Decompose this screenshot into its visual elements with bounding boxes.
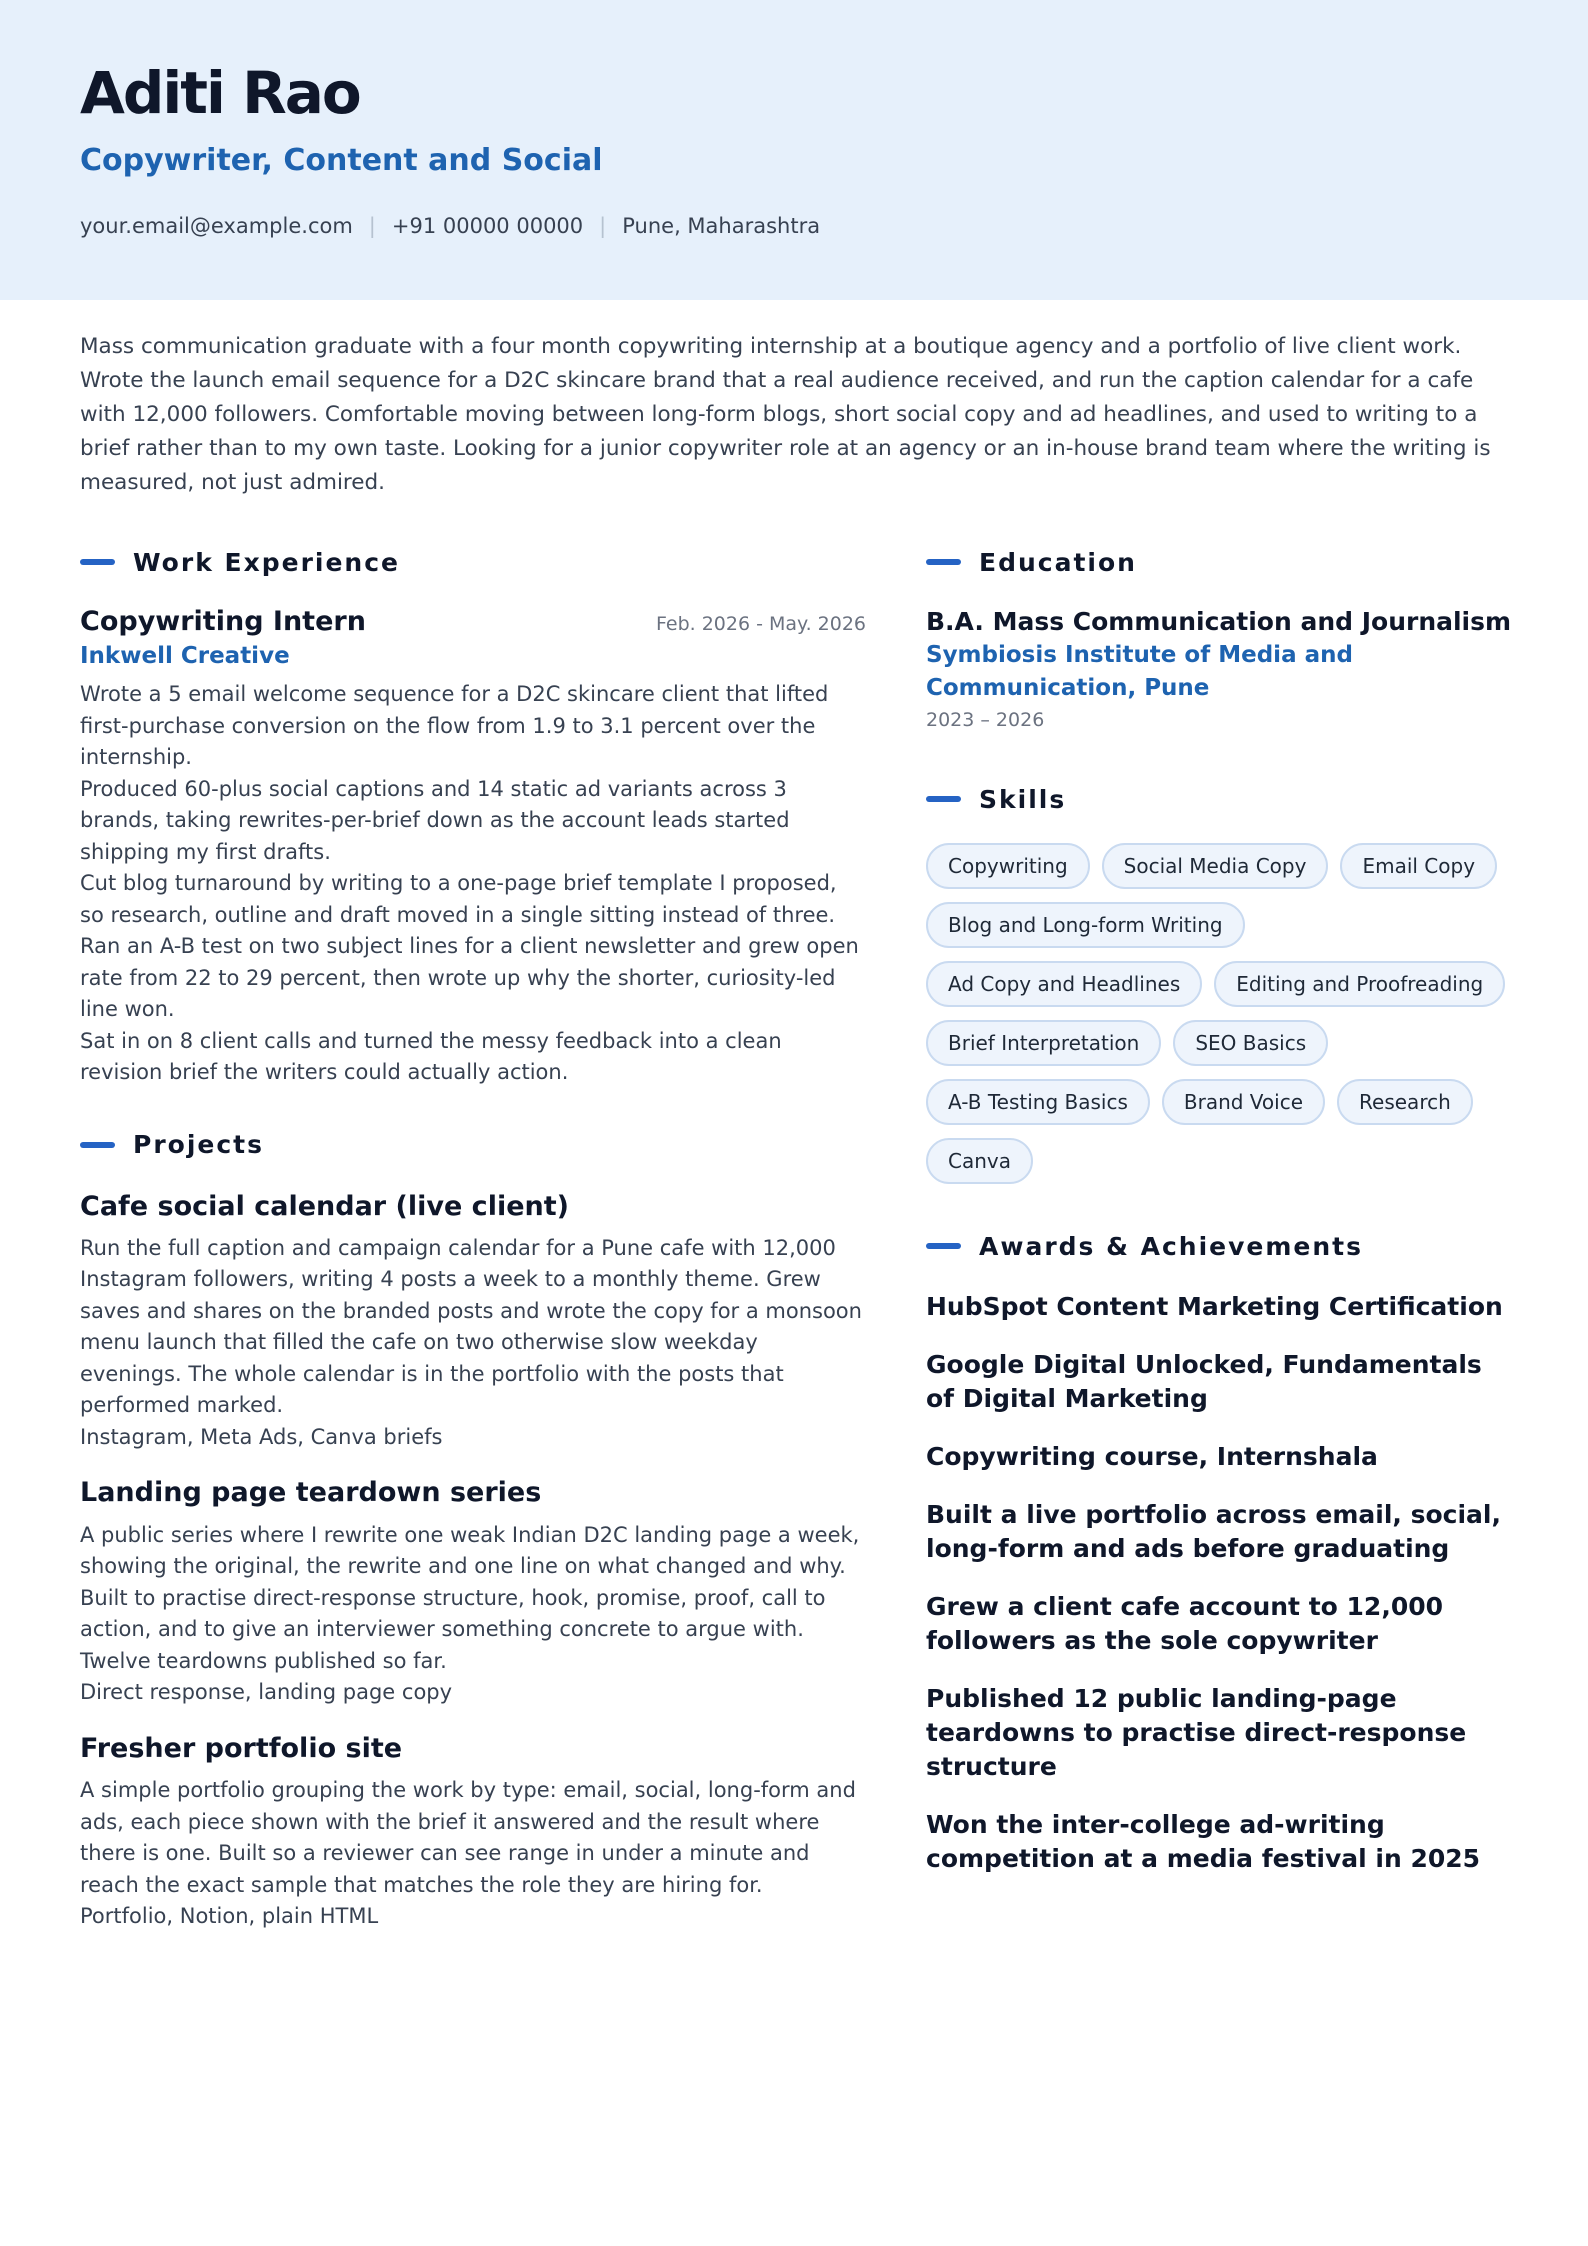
job-bullet: Produced 60-plus social captions and 14 static ad variants across 3 brands, taking rewrites-per-brief down as the account leads started shipping my first drafts.: [80, 776, 790, 864]
heading-accent-bar: [926, 1243, 961, 1249]
award-item: Published 12 public landing-page teardowns to practise direct-response structure: [926, 1684, 1467, 1782]
contact-location: Pune, Maharashtra: [622, 214, 821, 238]
section-heading-label: Awards & Achievements: [979, 1231, 1364, 1261]
section-heading: [80, 1123, 866, 1167]
skill-chip: Email Copy: [1340, 843, 1497, 889]
education-school: Symbiosis Institute of Media and Communication, Pune: [926, 642, 1353, 702]
project-tags: Direct response, landing page copy: [80, 1680, 453, 1705]
skill-chip: Copywriting: [926, 843, 1090, 889]
contact-email[interactable]: your.email@example.com: [80, 214, 353, 238]
contact-line: [80, 214, 820, 238]
project-title: Cafe social calendar (live client): [80, 1190, 569, 1222]
contact-divider: |: [599, 214, 607, 238]
skills-chip-list: [926, 843, 1516, 1184]
award-item: Built a live portfolio across email, social, long-form and ads before graduating: [926, 1500, 1501, 1564]
project-entry: [80, 1191, 866, 1454]
job-header: [80, 606, 866, 637]
sidebar-column: [926, 540, 1516, 1876]
award-item: Google Digital Unlocked, Fundamentals of Digital Marketing: [926, 1350, 1482, 1414]
job-bullet: Ran an A-B test on two subject lines for a client newsletter and grew open rate from 22 to 29 percent, then wrote up why the shorter, curiosity-led line won.: [80, 934, 859, 1021]
award-item: Copywriting course, Internshala: [926, 1442, 1378, 1472]
project-entry: [80, 1733, 866, 1933]
project-description: Run the full caption and campaign calendar for a Pune cafe with 12,000 Instagram followers, writing 4 posts a week to a monthly theme. Grew saves and shares on the branded posts and wrote the copy for a monsoon menu launch that filled the cafe on two otherwise slow weekday evenings. The whole calendar is in the portfolio with the posts that performed marked.: [80, 1235, 862, 1418]
skill-chip: Ad Copy and Headlines: [926, 961, 1202, 1007]
project-description: A simple portfolio grouping the work by type: email, social, long-form and ads, each piece shown with the brief it answered and the result where there is one. Built so a reviewer can see range in under a minute and reach the exact sample that matches the role they are hiring for.: [80, 1778, 856, 1897]
section-heading: [926, 777, 1516, 821]
skills-section: [926, 777, 1516, 1184]
candidate-name: Aditi Rao: [80, 59, 360, 127]
heading-accent-bar: [926, 796, 961, 802]
heading-accent-bar: [926, 559, 961, 565]
award-item: HubSpot Content Marketing Certification: [926, 1292, 1503, 1322]
job-bullet: Sat in on 8 client calls and turned the messy feedback into a clean revision brief the writers could actually action.: [80, 1028, 782, 1084]
award-item: Won the inter-college ad-writing competition at a media festival in 2025: [926, 1810, 1481, 1874]
skill-chip: A-B Testing Basics: [926, 1079, 1150, 1125]
project-title: Fresher portfolio site: [80, 1732, 403, 1764]
awards-list: [926, 1290, 1516, 1876]
job-dates: Feb. 2026 - May. 2026: [655, 613, 866, 635]
education-years: 2023 – 2026: [926, 709, 1045, 732]
job-company: Inkwell Creative: [80, 643, 290, 669]
skill-chip: SEO Basics: [1173, 1020, 1328, 1066]
section-heading-label: Projects: [133, 1130, 265, 1159]
contact-phone[interactable]: +91 00000 00000: [391, 214, 584, 238]
skill-chip: Brief Interpretation: [926, 1020, 1161, 1066]
contact-divider: |: [368, 214, 376, 238]
education-section: [926, 540, 1516, 731]
section-heading: [926, 540, 1516, 584]
main-column: [80, 540, 866, 1933]
work-experience-section: [80, 540, 866, 1089]
award-item: Grew a client cafe account to 12,000 followers as the sole copywriter: [926, 1592, 1444, 1656]
heading-accent-bar: [80, 559, 115, 565]
awards-section: [926, 1224, 1516, 1876]
skill-chip: Social Media Copy: [1102, 843, 1329, 889]
project-tags: Instagram, Meta Ads, Canva briefs: [80, 1424, 443, 1449]
skill-chip: Canva: [926, 1138, 1033, 1184]
skill-chip: Brand Voice: [1162, 1079, 1325, 1125]
job-entry: [80, 606, 866, 1089]
education-degree: B.A. Mass Communication and Journalism: [926, 607, 1512, 636]
skill-chip: Research: [1337, 1079, 1473, 1125]
job-bullets: [80, 679, 866, 1089]
candidate-role: Copywriter, Content and Social: [80, 143, 603, 178]
job-bullet: Cut blog turnaround by writing to a one-page brief template I proposed, so research, outline and draft moved in a single sitting instead of three.: [80, 871, 837, 927]
projects-section: [80, 1123, 866, 1933]
skill-chip: Editing and Proofreading: [1214, 961, 1505, 1007]
section-heading-label: Work Experience: [133, 547, 400, 577]
heading-accent-bar: [80, 1142, 115, 1148]
section-heading: [926, 1224, 1516, 1268]
project-description: A public series where I rewrite one weak Indian D2C landing page a week, showing the original, the rewrite and one line on what changed and why. Built to practise direct-response structure, hook, promise, proof, call to action, and to give an interviewer something concrete to argue with. Twelve teardowns published so far.: [80, 1522, 860, 1673]
job-title: Copywriting Intern: [80, 606, 366, 637]
project-entry: [80, 1477, 866, 1708]
skill-chip: Blog and Long-form Writing: [926, 902, 1245, 948]
section-heading-label: Education: [979, 547, 1137, 577]
project-tags: Portfolio, Notion, plain HTML: [80, 1904, 379, 1929]
section-heading: [80, 540, 866, 584]
summary-paragraph: Mass communication graduate with a four month copywriting internship at a boutique agency and a portfolio of live client work. Wrote the launch email sequence for a D2C skincare brand that a real audience received, and run the caption calendar for a cafe with 12,000 followers. Comfortable moving between long-form blogs, short social copy and ad headlines, and used to writing to a brief rather than to my own taste. Looking for a junior copywriter role at an agency or an in-house brand team where the writing is measured, not just admired.: [80, 334, 1491, 495]
project-title: Landing page teardown series: [80, 1477, 542, 1509]
section-heading-label: Skills: [979, 784, 1067, 814]
job-bullet: Wrote a 5 email welcome sequence for a D2C skincare client that lifted first-purchase conversion on the flow from 1.9 to 3.1 percent over the internship.: [80, 682, 829, 769]
resume-header: [0, 0, 1588, 300]
